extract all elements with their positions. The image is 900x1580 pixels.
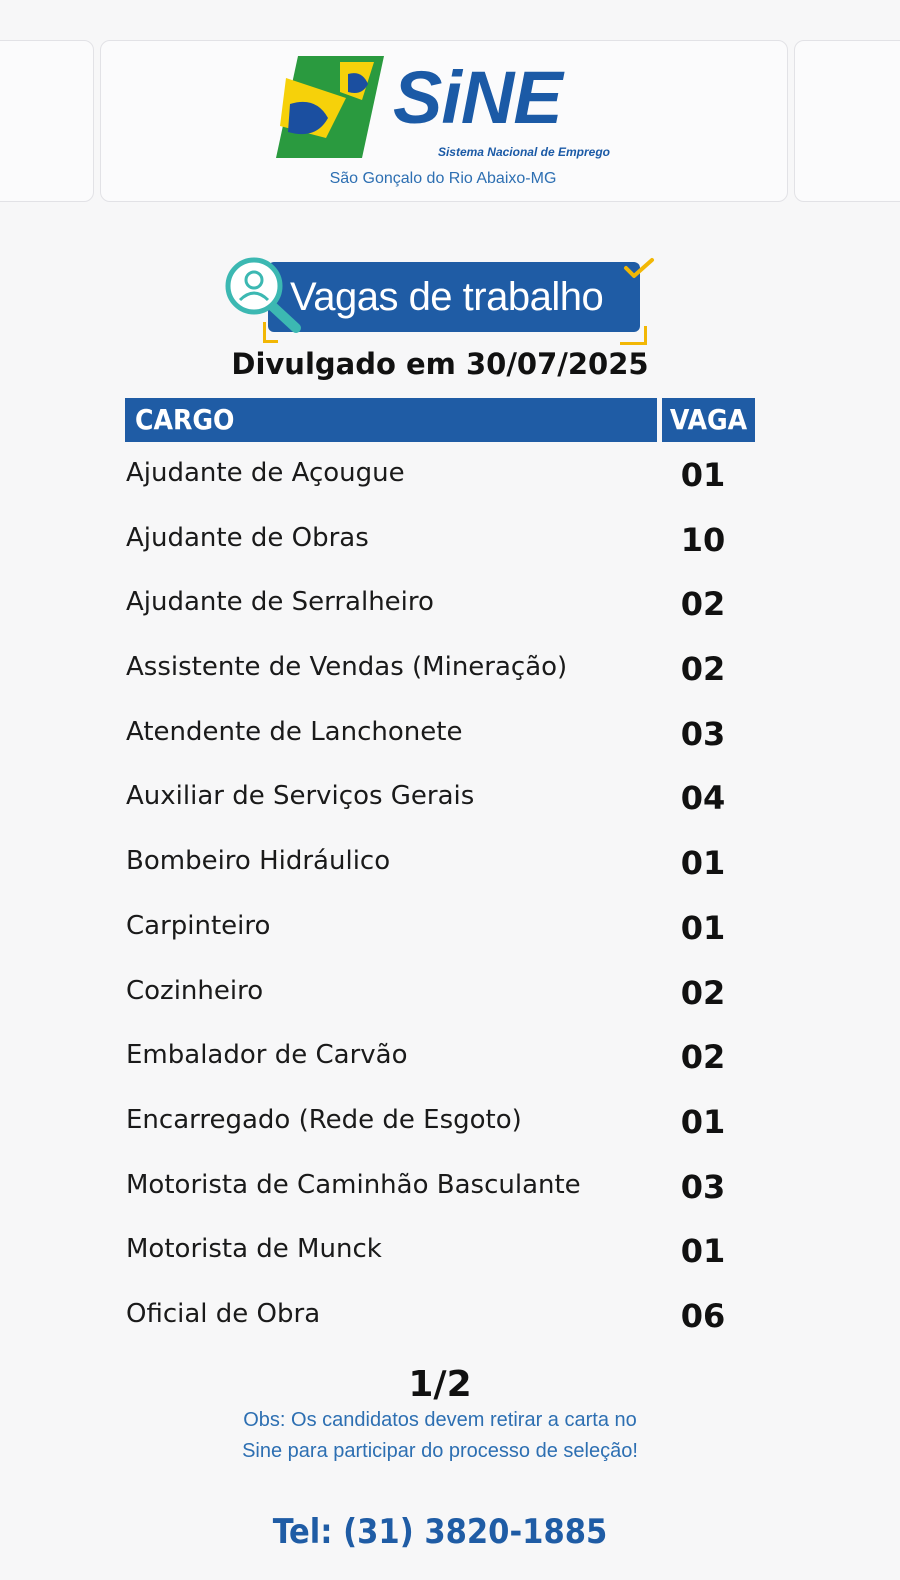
header-cargo: CARGO [125, 398, 657, 442]
vaga-cell: 01 [680, 1102, 726, 1141]
obs-line: Sine para participar do processo de seleção! [242, 1440, 638, 1462]
city-label: São Gonçalo do Rio Abaixo-MG [329, 170, 557, 187]
cargo-cell: Assistente de Vendas (Mineração) [126, 652, 568, 683]
table-row [0, 1158, 900, 1223]
vaga-cell: 02 [680, 973, 726, 1012]
vaga-cell: 06 [680, 1296, 726, 1335]
cargo-cell: Carpinteiro [126, 910, 271, 941]
table-row [0, 511, 900, 576]
cargo-cell: Cozinheiro [126, 975, 264, 1006]
table-row [0, 964, 900, 1029]
next-card [794, 40, 900, 202]
vaga-cell: 04 [680, 779, 726, 818]
logo-subtitle: Sistema Nacional de Emprego [437, 145, 610, 159]
table-row [0, 1287, 900, 1352]
cargo-cell: Atendente de Lanchonete [126, 716, 463, 747]
job-table [0, 446, 900, 1352]
cargo-cell: Motorista de Caminhão Basculante [126, 1169, 581, 1200]
cargo-cell: Embalador de Carvão [126, 1040, 408, 1071]
vagas-title: Vagas de trabalho [290, 275, 604, 319]
cargo-cell: Motorista de Munck [126, 1234, 382, 1265]
cargo-cell: Ajudante de Açougue [126, 458, 405, 488]
cargo-cell: Encarregado (Rede de Esgoto) [126, 1104, 522, 1135]
obs-note [140, 1405, 740, 1467]
vaga-cell: 01 [680, 1232, 726, 1271]
banner-corner-decoration [620, 326, 647, 345]
page-indicator: 1/2 [408, 1364, 472, 1405]
vaga-cell: 01 [680, 844, 726, 883]
vaga-cell: 10 [680, 520, 726, 559]
table-row [0, 1093, 900, 1158]
table-row [0, 575, 900, 640]
check-icon [622, 256, 656, 280]
table-row [0, 1222, 900, 1287]
vaga-cell: 03 [680, 714, 726, 753]
cargo-cell: Oficial de Obra [126, 1298, 321, 1329]
published-date: Divulgado em 30/07/2025 [231, 347, 649, 381]
cargo-cell: Ajudante de Serralheiro [126, 587, 434, 618]
vaga-cell: 02 [680, 1038, 726, 1077]
table-row [0, 1028, 900, 1093]
vaga-cell: 01 [680, 456, 726, 494]
vaga-cell: 01 [680, 908, 726, 947]
table-row [0, 705, 900, 770]
logo-wordmark: SiNE [393, 56, 562, 139]
table-row [0, 834, 900, 899]
header-vaga: VAGA [662, 398, 755, 442]
vaga-cell: 03 [680, 1167, 726, 1206]
table-row [0, 899, 900, 964]
table-row [0, 769, 900, 834]
phone-number: Tel: (31) 3820-1885 [272, 1512, 608, 1552]
vaga-cell: 02 [680, 585, 726, 624]
table-row [0, 640, 900, 705]
vaga-cell: 02 [680, 650, 726, 689]
cargo-cell: Bombeiro Hidráulico [126, 846, 391, 877]
table-row [0, 446, 900, 511]
banner-corner-decoration [263, 322, 278, 343]
obs-line: Obs: Os candidatos devem retirar a carta no [243, 1409, 637, 1431]
sine-flag-icon [276, 56, 384, 158]
cargo-cell: Auxiliar de Serviços Gerais [126, 781, 475, 812]
cargo-cell: Ajudante de Obras [126, 522, 369, 553]
prev-card [0, 40, 94, 202]
